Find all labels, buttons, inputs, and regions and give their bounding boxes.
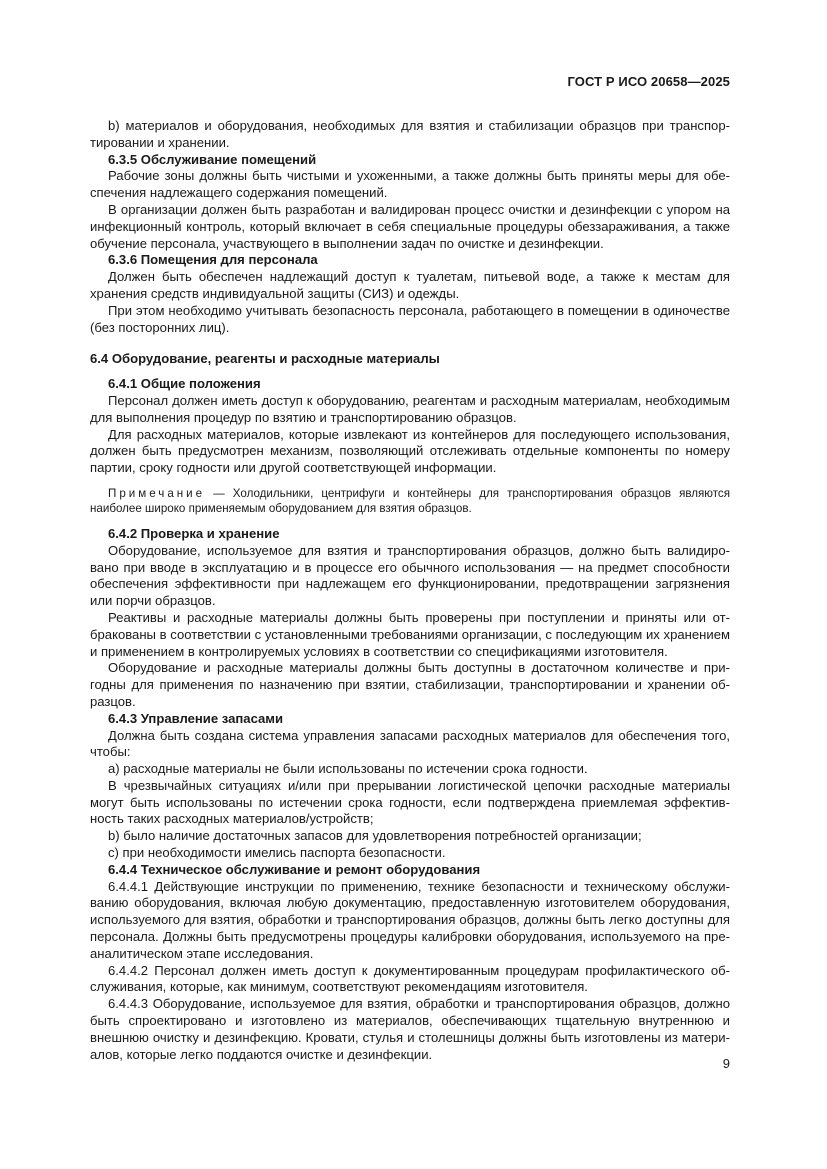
section-heading-6-4-2: 6.4.2 Проверка и хранение <box>108 525 280 541</box>
section-heading-6-4-3: 6.4.3 Управление запасами <box>108 710 284 726</box>
paragraph: b) материалов и оборудования, необходимых для взятия и стабилизации образцов при транспортировании и хранении. <box>90 118 730 150</box>
paragraph: В чрезвычайных ситуациях и/или при прерывании логистической цепочки расходные материалы могут быть использованы по истечении срока годности, если подтверждена приемлемая эффективность таких расходных материалов/устройств; <box>90 777 730 827</box>
section-heading-6-3-5: 6.3.5 Обслуживание помещений <box>108 151 317 167</box>
paragraph: Должен быть обеспечен надлежащий доступ к туалетам, питьевой воде, а также к местам для хранения средств индивидуальной защиты (СИЗ) и одежды. <box>90 269 730 301</box>
section-heading-6-4-4: 6.4.4 Техническое обслуживание и ремонт оборудования <box>108 861 481 877</box>
document-page <box>90 0 730 1169</box>
paragraph: В организации должен быть разработан и валидирован процесс очистки и дезинфекции с упором на инфекционный контроль, который включает в себя специальные процедуры обеззараживания, а также обучение персонала, участвующего в выполнении задач по очистке и дезинфекции. <box>90 201 730 251</box>
section-heading-6-4-1: 6.4.1 Общие положения <box>108 376 261 392</box>
paragraph: 6.4.4.3 Оборудование, используемое для взятия, обработки и транспортирования образцов, должно быть спроектировано и изготовлено из материалов, обеспечивающих тщательную внутреннюю и внешнюю очистку и дезинфекцию. Кровати, стулья и столешницы должны быть изготовлены из материалов, которые легко поддаются очистке и дезинфекции. <box>90 996 730 1062</box>
paragraph: Для расходных материалов, которые извлекают из контейнеров для последующего использования, должен быть предусмотрен механизм, позволяющий отслеживать отдельные компоненты по номеру партии, сроку годности или другой соответствующей информации. <box>90 426 730 476</box>
paragraph: При этом необходимо учитывать безопасность персонала, работающего в помещении в одиночестве (без посторонних лиц). <box>90 302 730 335</box>
section-heading-6-3-6: 6.3.6 Помещения для персонала <box>108 252 318 268</box>
paragraph: 6.4.4.2 Персонал должен иметь доступ к документированным процедурам профилактического обслуживания, которые, как минимум, соответствуют рекомендациям изготовителя. <box>90 962 730 995</box>
note-text: — Холодильники, центрифуги и контейнеры для транспортирования образцов являются наиболее широко применяемым оборудованием для взятия образцов. <box>90 486 730 516</box>
note-label: Примечание <box>108 486 206 500</box>
paragraph: Реактивы и расходные материалы должны быть проверены при поступлении и приняты или отбракованы в соответствии с установленными требованиями организации, с последующим их хранением и применением в контролируемых условиях в соответствии со спецификациями изготовителя. <box>90 609 730 659</box>
document-code-header: ГОСТ Р ИСО 20658—2025 <box>567 74 730 89</box>
note-block <box>90 486 730 517</box>
list-item: b) было наличие достаточных запасов для удовлетворения потребностей организации; <box>108 828 642 844</box>
paragraph: 6.4.4.1 Действующие инструкции по применению, технике безопасности и техническому обслуживанию оборудования, включая любую документацию, предоставленную изготовителем оборудования, используемого для взятия, обработки и транспортирования образцов, должны быть легко доступны для персонала. Должны быть предусмотрены процедуры калибровки оборудования, используемого на преаналитическом этапе исследования. <box>90 878 730 961</box>
paragraph: Персонал должен иметь доступ к оборудованию, реагентам и расходным материалам, необходимым для выполнения процедур по взятию и транспортированию образцов. <box>90 392 730 425</box>
list-item: а) расходные материалы не были использованы по истечении срока годности. <box>108 761 588 777</box>
paragraph: Должна быть создана система управления запасами расходных материалов для обеспечения того, чтобы: <box>90 727 730 760</box>
list-item: c) при необходимости имелись паспорта безопасности. <box>108 845 446 861</box>
page-number: 9 <box>722 1056 730 1071</box>
section-heading-6-4: 6.4 Оборудование, реагенты и расходные материалы <box>90 351 440 367</box>
paragraph: Оборудование, используемое для взятия и транспортирования образцов, должно быть валидировано при вводе в эксплуатацию и в процессе его обычного использования — на предмет способности обеспечения эффективности при надлежащем его функционировании, предотвращении загрязнения или порчи образцов. <box>90 542 730 609</box>
paragraph: Рабочие зоны должны быть чистыми и ухоженными, а также должны быть приняты меры для обеспечения надлежащего содержания помещений. <box>90 168 730 201</box>
paragraph: Оборудование и расходные материалы должны быть доступны в достаточном количестве и пригодны для применения по назначению при взятии, стабилизации, транспортировании и хранении образцов. <box>90 660 730 709</box>
document-body <box>90 118 730 1063</box>
